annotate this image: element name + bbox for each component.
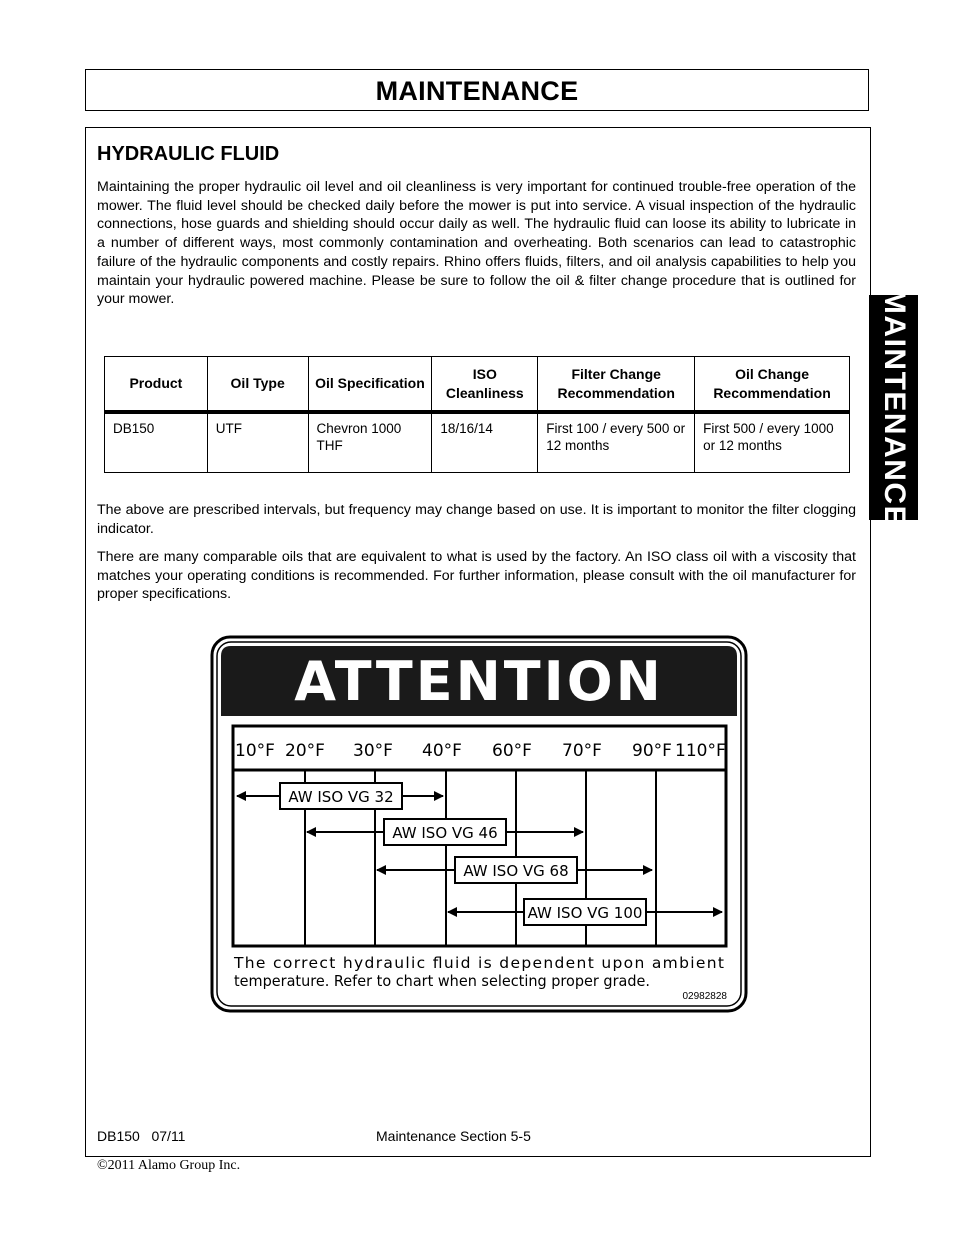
- table-header-cell: ISO Cleanliness: [432, 357, 538, 413]
- decal-note-line-1: The correct hydraulic fluid is dependent upon ambient: [234, 954, 724, 972]
- grade-label: AW ISO VG 32: [288, 788, 394, 806]
- page-header: [85, 69, 869, 111]
- table-row: [105, 412, 850, 473]
- temp-label: 10°F: [235, 741, 275, 761]
- table-cell: UTF: [207, 412, 308, 473]
- temp-label: 110°F: [675, 741, 726, 761]
- table-header-cell: Filter Change Recommendation: [538, 357, 695, 413]
- table-cell: DB150: [105, 412, 208, 473]
- temp-label: 70°F: [562, 741, 602, 761]
- footer-model-date: DB150 07/11: [97, 1128, 186, 1144]
- spec-table-header-row: [105, 357, 850, 413]
- footer-section: Maintenance Section 5-5: [376, 1128, 531, 1144]
- table-header-cell: Oil Change Recommendation: [695, 357, 850, 413]
- table-cell: First 500 / every 1000 or 12 months: [695, 412, 850, 473]
- side-tab-label: MAINTENANCE: [877, 288, 911, 527]
- table-header-cell: Oil Specification: [308, 357, 432, 413]
- temp-label: 60°F: [492, 741, 532, 761]
- section-title: HYDRAULIC FLUID: [97, 143, 280, 165]
- table-header-cell: Oil Type: [207, 357, 308, 413]
- decal-note-line-2: temperature. Refer to chart when selecting proper grade.: [234, 972, 650, 990]
- temp-label: 30°F: [353, 741, 393, 761]
- temp-label: 90°F: [632, 741, 672, 761]
- comparable-oils-paragraph: There are many comparable oils that are equivalent to what is used by the factory. An ISO class oil with a viscosity that matches your operating conditions is recommended. For further information, please consult with the oil manufacturer for proper specifications.: [97, 549, 856, 603]
- attention-decal-graphic: [209, 634, 749, 1014]
- attention-decal: [209, 634, 749, 1014]
- temp-label: 20°F: [285, 741, 325, 761]
- decal-part-number: 02982828: [682, 991, 727, 1002]
- table-header-cell: Product: [105, 357, 208, 413]
- copyright: ©2011 Alamo Group Inc.: [97, 1158, 241, 1173]
- grade-label: AW ISO VG 46: [392, 824, 498, 842]
- table-cell: First 100 / every 500 or 12 months: [538, 412, 695, 473]
- decal-title: ATTENTION: [294, 650, 664, 713]
- page-header-title: MAINTENANCE: [375, 76, 579, 106]
- intro-paragraph: Maintaining the proper hydraulic oil level and oil cleanliness is very important for continued trouble-free operation of the mower. The fluid level should be checked daily before the mower is put into service. A visual inspection of the hydraulic connections, hose guards and shielding should occur daily as well. The hydraulic fluid can loose its ability to lubricate in a number of different ways, most commonly contamination and overheating. Both scenarios can lead to catastrophic failure of the hydraulic components and costly repairs. Rhino offers fluids, filters, and oil analysis capabilities to help you maintain your hydraulic powered machine. Please be sure to follow the oil & filter change procedure that is outlined for your mower.: [97, 179, 856, 308]
- temp-label: 40°F: [422, 741, 462, 761]
- grade-label: AW ISO VG 100: [527, 904, 643, 922]
- table-cell: 18/16/14: [432, 412, 538, 473]
- table-cell: Chevron 1000 THF: [308, 412, 432, 473]
- spec-table: [104, 356, 850, 473]
- side-tab: [869, 288, 918, 527]
- grade-label: AW ISO VG 68: [463, 862, 569, 880]
- interval-note-paragraph: The above are prescribed intervals, but frequency may change based on use. It is important to monitor the filter clogging indicator.: [97, 502, 856, 537]
